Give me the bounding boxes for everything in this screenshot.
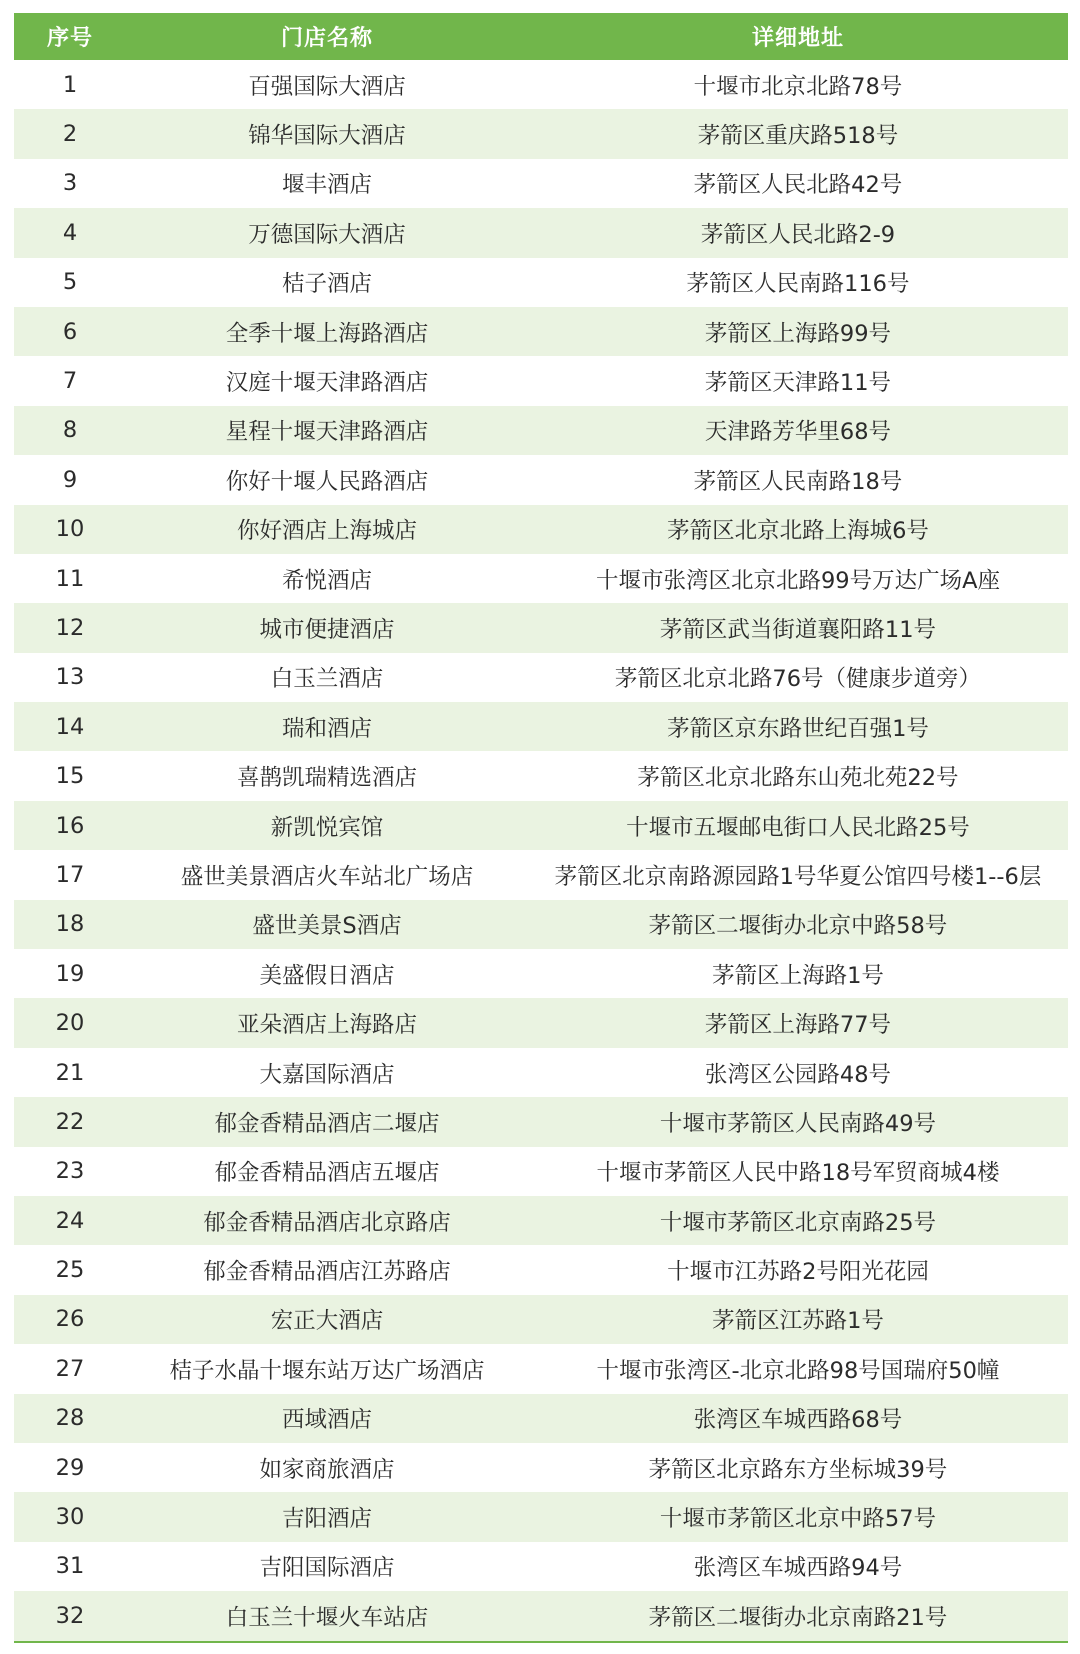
table-row [14, 1097, 1068, 1146]
store-name: 大嘉国际酒店 [259, 1061, 395, 1088]
row-index: 31 [55, 1553, 85, 1580]
store-name: 美盛假日酒店 [259, 962, 395, 989]
table-body [14, 60, 1068, 1641]
row-index: 26 [55, 1306, 85, 1333]
store-name: 喜鹊凯瑞精选酒店 [236, 765, 417, 792]
store-address: 十堰市张湾区-北京北路98号国瑞府50幢 [596, 1357, 1000, 1384]
table-row [14, 653, 1068, 702]
store-address: 茅箭区上海路99号 [704, 320, 892, 347]
store-name: 星程十堰天津路酒店 [225, 419, 429, 446]
store-name: 新凯悦宾馆 [270, 814, 384, 841]
row-index: 11 [55, 565, 85, 592]
store-name: 你好酒店上海城店 [236, 518, 417, 545]
table-row [14, 505, 1068, 554]
store-address: 茅箭区江苏路1号 [712, 1308, 884, 1335]
store-address: 十堰市茅箭区人民南路49号 [659, 1110, 937, 1137]
store-address: 十堰市江苏路2号阳光花园 [667, 1259, 929, 1286]
row-index: 21 [55, 1059, 85, 1086]
row-index: 12 [55, 614, 85, 641]
store-address: 茅箭区北京南路源园路1号华夏公馆四号楼1--6层 [554, 863, 1042, 890]
store-address: 茅箭区北京北路东山苑北苑22号 [637, 765, 959, 792]
store-name: 盛世美景S酒店 [252, 913, 402, 940]
table-row [14, 1344, 1068, 1393]
store-name: 郁金香精品酒店江苏路店 [203, 1259, 451, 1286]
store-name: 白玉兰酒店 [270, 666, 384, 693]
store-address: 茅箭区人民南路18号 [693, 468, 903, 495]
row-index: 28 [55, 1405, 85, 1432]
row-index: 16 [55, 812, 85, 839]
store-address: 张湾区车城西路68号 [693, 1407, 903, 1434]
store-address: 茅箭区人民北路42号 [693, 172, 903, 199]
store-address: 茅箭区京东路世纪百强1号 [667, 715, 929, 742]
row-index: 6 [62, 318, 78, 345]
store-name: 锦华国际大酒店 [248, 123, 406, 150]
store-name: 桔子酒店 [281, 271, 372, 298]
hotel-list-table-container [14, 13, 1068, 1641]
row-index: 10 [55, 516, 85, 543]
store-name: 城市便捷酒店 [259, 616, 395, 643]
store-address: 十堰市茅箭区人民中路18号军贸商城4楼 [596, 1160, 1000, 1187]
store-name: 郁金香精品酒店二堰店 [214, 1110, 440, 1137]
table-row [14, 109, 1068, 158]
row-index: 32 [55, 1602, 85, 1629]
table-row [14, 455, 1068, 504]
table-row [14, 998, 1068, 1047]
store-name: 如家商旅酒店 [259, 1456, 395, 1483]
row-index: 30 [55, 1504, 85, 1531]
table-row [14, 258, 1068, 307]
store-name: 西域酒店 [281, 1407, 372, 1434]
table-row [14, 1492, 1068, 1541]
store-name: 百强国际大酒店 [248, 73, 406, 100]
store-address: 十堰市北京北路78号 [693, 73, 903, 100]
table-row [14, 208, 1068, 257]
store-name: 瑞和酒店 [281, 715, 372, 742]
store-name: 汉庭十堰天津路酒店 [225, 370, 429, 397]
row-index: 23 [55, 1158, 85, 1185]
row-index: 1 [62, 71, 78, 98]
store-address: 茅箭区上海路1号 [712, 962, 884, 989]
row-index: 7 [62, 368, 78, 395]
store-name: 桔子水晶十堰东站万达广场酒店 [169, 1357, 485, 1384]
store-address: 茅箭区北京北路上海城6号 [667, 518, 929, 545]
store-address: 天津路芳华里68号 [704, 419, 892, 446]
row-index: 27 [55, 1355, 85, 1382]
table-header-row [14, 13, 1068, 60]
table-bottom-rule [14, 1641, 1068, 1643]
row-index: 3 [62, 170, 78, 197]
row-index: 24 [55, 1207, 85, 1234]
table-row [14, 702, 1068, 751]
table-row [14, 603, 1068, 652]
store-name: 亚朵酒店上海路店 [236, 1012, 417, 1039]
store-address: 茅箭区人民北路2-9 [700, 221, 896, 248]
store-address: 张湾区车城西路94号 [693, 1555, 903, 1582]
table-row [14, 1295, 1068, 1344]
store-name: 盛世美景酒店火车站北广场店 [180, 863, 474, 890]
table-row [14, 801, 1068, 850]
store-name: 白玉兰十堰火车站店 [225, 1604, 429, 1631]
table-row [14, 307, 1068, 356]
table-row [14, 900, 1068, 949]
store-address: 十堰市茅箭区北京南路25号 [659, 1209, 937, 1236]
store-address: 茅箭区武当街道襄阳路11号 [659, 616, 937, 643]
table-row [14, 1443, 1068, 1492]
store-address: 茅箭区重庆路518号 [697, 123, 899, 150]
table-row [14, 1245, 1068, 1294]
table-row [14, 751, 1068, 800]
row-index: 17 [55, 861, 85, 888]
table-row [14, 1048, 1068, 1097]
column-header-index: 序号 [46, 26, 93, 51]
store-name: 希悦酒店 [281, 567, 372, 594]
table-header [14, 13, 1068, 60]
store-name: 堰丰酒店 [281, 172, 372, 199]
table-row [14, 356, 1068, 405]
table-row [14, 406, 1068, 455]
store-name: 吉阳国际酒店 [259, 1555, 395, 1582]
store-address: 茅箭区天津路11号 [704, 370, 892, 397]
table-row [14, 1147, 1068, 1196]
store-name: 郁金香精品酒店北京路店 [203, 1209, 451, 1236]
store-address: 茅箭区北京北路76号（健康步道旁） [614, 666, 982, 693]
store-name: 吉阳酒店 [281, 1506, 372, 1533]
table-row [14, 1394, 1068, 1443]
row-index: 4 [62, 219, 78, 246]
table-row [14, 159, 1068, 208]
row-index: 2 [62, 121, 78, 148]
store-address: 十堰市五堰邮电街口人民北路25号 [626, 814, 970, 841]
row-index: 13 [55, 664, 85, 691]
row-index: 25 [55, 1257, 85, 1284]
row-index: 9 [62, 466, 78, 493]
store-address: 张湾区公园路48号 [704, 1061, 892, 1088]
column-header-store-name: 门店名称 [280, 26, 373, 51]
column-header-address: 详细地址 [751, 26, 844, 51]
store-name: 郁金香精品酒店五堰店 [214, 1160, 440, 1187]
table-row [14, 850, 1068, 899]
row-index: 18 [55, 911, 85, 938]
table-row [14, 1542, 1068, 1591]
store-name: 宏正大酒店 [270, 1308, 384, 1335]
row-index: 5 [62, 269, 78, 296]
row-index: 20 [55, 1010, 85, 1037]
store-address: 茅箭区北京路东方坐标城39号 [648, 1456, 948, 1483]
row-index: 15 [55, 763, 85, 790]
row-index: 29 [55, 1454, 85, 1481]
store-name: 万德国际大酒店 [248, 221, 406, 248]
table-row [14, 554, 1068, 603]
store-address: 十堰市茅箭区北京中路57号 [659, 1506, 937, 1533]
hotel-list-table [14, 13, 1068, 1641]
table-row [14, 1591, 1068, 1640]
store-address: 茅箭区人民南路116号 [686, 271, 910, 298]
store-address: 茅箭区二堰街办北京中路58号 [648, 913, 948, 940]
store-name: 全季十堰上海路酒店 [225, 320, 429, 347]
row-index: 8 [62, 417, 78, 444]
store-address: 十堰市张湾区北京北路99号万达广场A座 [595, 567, 1001, 594]
row-index: 22 [55, 1108, 85, 1135]
table-row [14, 949, 1068, 998]
table-row [14, 1196, 1068, 1245]
row-index: 19 [55, 960, 85, 987]
store-address: 茅箭区上海路77号 [704, 1012, 892, 1039]
store-name: 你好十堰人民路酒店 [225, 468, 429, 495]
row-index: 14 [55, 713, 85, 740]
store-address: 茅箭区二堰街办北京南路21号 [648, 1604, 948, 1631]
table-row [14, 60, 1068, 109]
